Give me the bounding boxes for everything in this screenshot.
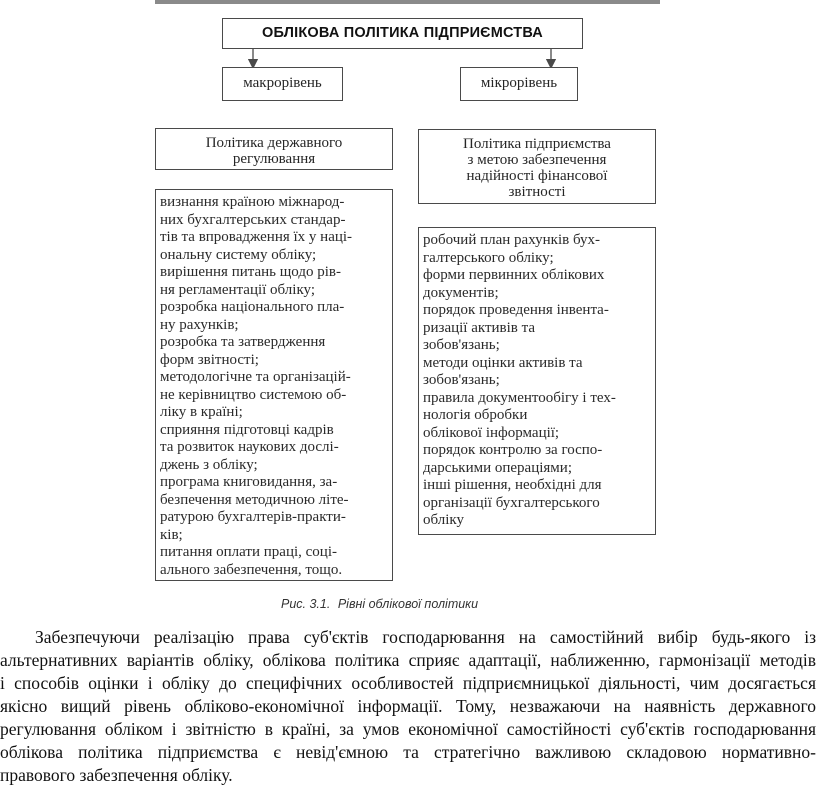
figure-caption [281, 597, 478, 611]
enterprise-measure-line: обліку [423, 512, 464, 528]
paragraph-line: Забезпечуючи реалізацію права суб'єктів господарювання на самостійний вибір будь-якого із [35, 627, 816, 647]
enterprise-measure-line: дарськими операціями; [423, 459, 572, 476]
body-paragraph [0, 626, 816, 787]
state-policy-line: регулювання [232, 151, 316, 167]
enterprise-measures-list [418, 227, 656, 535]
state-measure-line: ального забезпечення, тощо. [160, 561, 343, 578]
enterprise-policy-line: звітності [508, 184, 566, 200]
figure-label: Рис. 3.1. [281, 597, 331, 611]
paragraph-line: якісно вищий рівень обліково-економічної інформації. Тому, незважаючи на наявність державного [0, 696, 816, 716]
diagram-title: ОБЛІКОВА ПОЛІТИКА ПІДПРИЄМСТВА [222, 18, 583, 49]
state-measure-line: безпечення методичною літе- [160, 491, 349, 508]
figure-title: Рівні облікової політики [337, 597, 479, 611]
state-measure-line: ну рахунків; [160, 316, 239, 333]
paragraph-line: альтернативних варіантів обліку, облікова політика сприяє адаптації, наближенню, гармонізації методів [0, 650, 816, 670]
state-measure-line: розробка національного пла- [160, 299, 345, 315]
enterprise-measure-line: форми первинних облікових [423, 267, 605, 283]
state-measure-line: сприяння підготовці кадрів [160, 421, 334, 438]
micro-level-box: мікрорівень [460, 67, 578, 101]
state-measure-line: програма книговидання, за- [160, 474, 338, 490]
state-measure-line: визнання країною міжнарод- [160, 194, 345, 210]
enterprise-measure-line: порядок контролю за госпо- [423, 442, 603, 458]
enterprise-measure-line: порядок проведення інвента- [423, 302, 609, 318]
enterprise-policy-line: з метою забезпечення [467, 152, 607, 168]
state-measure-line: них бухгалтерських стандар- [160, 211, 346, 228]
state-measure-line: форм звітності; [160, 351, 259, 368]
paragraph-line: регулювання обліком і звітністю в країні, за умов економічної самостійності суб'єктів господарювання [0, 719, 816, 739]
enterprise-measure-line: організації бухгалтерського [423, 494, 600, 511]
state-measure-line: питання оплати праці, соці- [160, 544, 337, 560]
paragraph-line: правового забезпечення обліку. [0, 765, 233, 785]
state-policy-box [155, 128, 393, 170]
top-rule [155, 0, 660, 4]
state-measure-line: джень з обліку; [160, 456, 258, 473]
state-measure-line: розробка та затвердження [160, 334, 326, 350]
enterprise-measure-line: облікової інформації; [423, 424, 560, 441]
state-measure-line: вирішення питань щодо рів- [160, 264, 342, 280]
state-measure-line: ків; [160, 526, 183, 543]
state-policy-line: Політика державного [205, 135, 343, 151]
enterprise-measure-line: правила документообігу і тех- [423, 389, 616, 406]
state-measure-line: методологічне та організацій- [160, 369, 351, 385]
state-measure-line: не керівництво системою об- [160, 386, 347, 403]
paragraph-line: облікова політика підприємства є невід'ємною та стратегічно важливою складовою нормативно- [0, 742, 816, 762]
state-measure-line: ональну систему обліку; [160, 246, 317, 263]
enterprise-measure-line: галтерського обліку; [423, 249, 554, 266]
enterprise-measure-line: ризації активів та [423, 319, 536, 336]
state-measure-line: ратурою бухгалтерів-практи- [160, 509, 346, 525]
enterprise-measure-line: методи оцінки активів та [423, 354, 583, 371]
enterprise-policy-box [418, 129, 656, 204]
enterprise-measure-line: зобов'язань; [423, 337, 500, 353]
state-measure-line: тів та впровадження їх у наці- [160, 229, 353, 245]
enterprise-measure-line: нологія обробки [423, 407, 528, 423]
enterprise-measure-line: зобов'язань; [423, 372, 500, 388]
state-measures-list [155, 189, 393, 581]
paragraph-line: і способів оцінки і обліку до специфічних особливостей підприємницької діяльності, чим досягається [0, 673, 816, 693]
state-measure-line: та розвиток наукових дослі- [160, 439, 339, 455]
state-measure-line: ліку в країні; [160, 404, 243, 420]
enterprise-policy-line: надійності фінансової [466, 168, 608, 184]
enterprise-measure-line: робочий план рахунків бух- [423, 232, 600, 248]
state-measure-line: ня регламентації обліку; [160, 281, 316, 298]
enterprise-measure-line: документів; [423, 284, 499, 301]
enterprise-policy-line: Політика підприємства [463, 136, 611, 152]
enterprise-measure-line: інші рішення, необхідні для [423, 477, 602, 493]
macro-level-box: макрорівень [222, 67, 343, 101]
